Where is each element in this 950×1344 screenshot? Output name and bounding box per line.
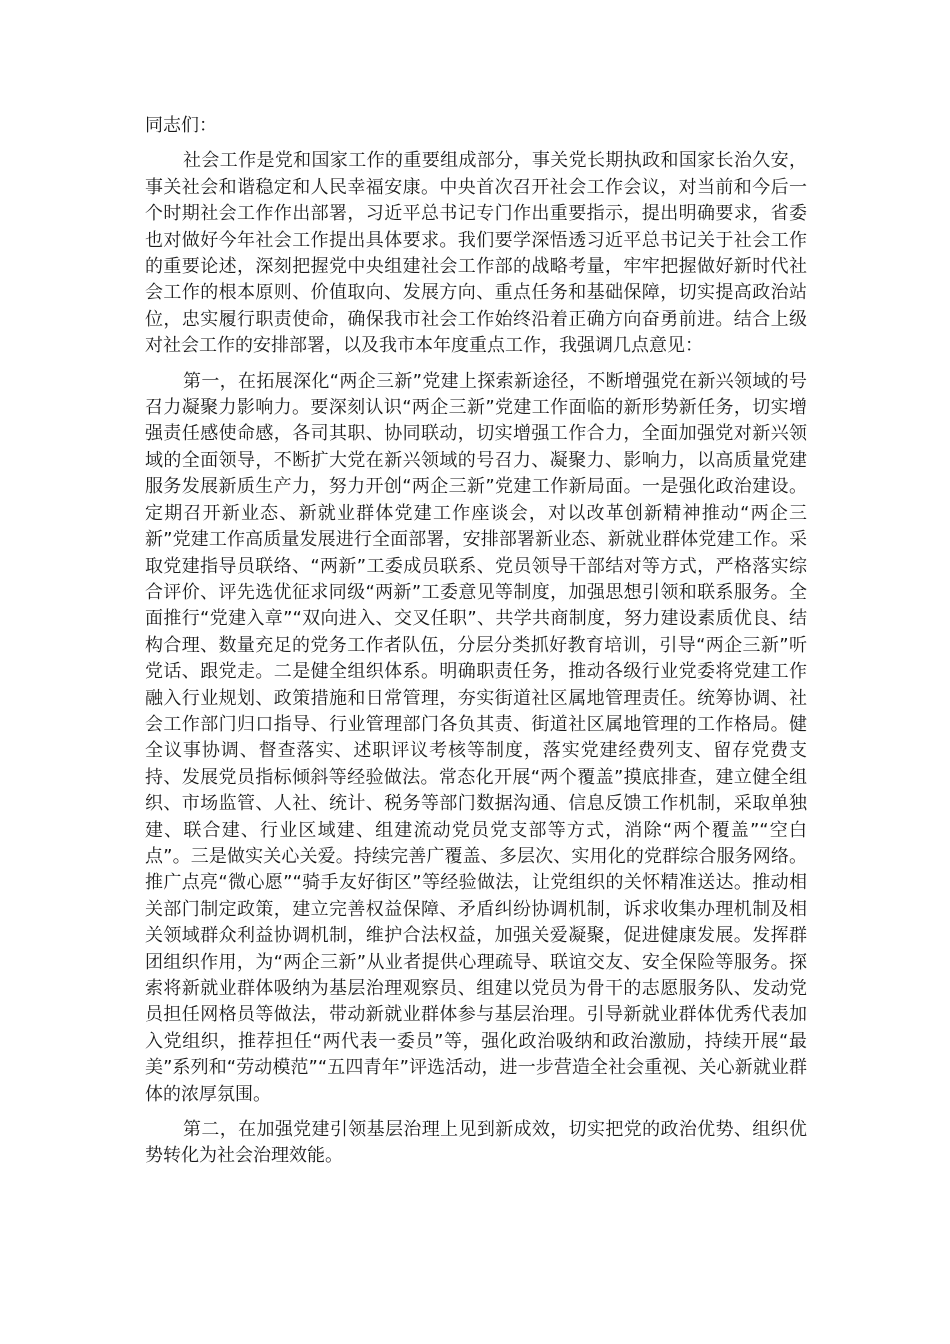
paragraph-intro: 社会工作是党和国家工作的重要组成部分，事关党长期执政和国家长治久安，事关社会和谐稳定和人民幸福安康。中央首次召开社会工作会议，对当前和今后一个时期社会工作作出部署，习近平总书记专门作出重要指示，提出明确要求，省委也对做好今年社会工作提出具体要求。我们要学深悟透习近平总书记关于社会工作的重要论述，深刻把握党中央组建社会工作部的战略考量，牢牢把握做好新时代社会工作的根本原则、价值取向、发展方向、重点任务和基础保障，切实提高政治站位，忠实履行职责使命，确保我市社会工作始终沿着正确方向奋勇前进。结合上级对社会工作的安排部署，以及我市本年度重点工作，我强调几点意见： — [145, 150, 807, 357]
document-body — [145, 113, 807, 1179]
salutation: 同志们： — [145, 115, 217, 136]
paragraph-first-point: 第一，在拓展深化“两企三新”党建上探索新途径，不断增强党在新兴领域的号召力凝聚力影响力。要深刻认识“两企三新”党建工作面临的新形势新任务，切实增强责任感使命感，各司其职、协同联动，切实增强工作合力，全面加强党对新兴领域的全面领导，不断扩大党在新兴领域的号召力、凝聚力、影响力，以高质量党建服务发展新质生产力，努力开创“两企三新”党建工作新局面。一是强化政治建设。定期召开新业态、新就业群体党建工作座谈会，对以改革创新精神推动“两企三新”党建工作高质量发展进行全面部署，安排部署新业态、新就业群体党建工作。采取党建指导员联络、“两新”工委成员联系、党员领导干部结对等方式，严格落实综合评价、评先选优征求同级“两新”工委意见等制度，加强思想引领和联系服务。全面推行“党建入章”“双向进入、交叉任职”、共学共商制度，努力建设素质优良、结构合理、数量充足的党务工作者队伍，分层分类抓好教育培训，引导“两企三新”听党话、跟党走。二是健全组织体系。明确职责任务，推动各级行业党委将党建工作融入行业规划、政策措施和日常管理，夯实街道社区属地管理责任。统筹协调、社会工作部门归口指导、行业管理部门各负其责、街道社区属地管理的工作格局。健全议事协调、督查落实、述职评议考核等制度，落实党建经费列支、留存党费支持、发展党员指标倾斜等经验做法。常态化开展“两个覆盖”摸底排查，建立健全组织、市场监管、人社、统计、税务等部门数据沟通、信息反馈工作机制，采取单独建、联合建、行业区域建、组建流动党员党支部等方式，消除“两个覆盖”“空白点”。三是做实关心关爱。持续完善广覆盖、多层次、实用化的党群综合服务网络。推广点亮“微心愿”“骑手友好街区”等经验做法，让党组织的关怀精准送达。推动相关部门制定政策，建立完善权益保障、矛盾纠纷协调机制，诉求收集办理机制及相关领域群众利益协调机制，维护合法权益，加强关爱凝聚，促进健康发展。发挥群团组织作用，为“两企三新”从业者提供心理疏导、联谊交友、安全保险等服务。探索将新就业群体吸纳为基层治理观察员、组建以党员为骨干的志愿服务队、发动党员担任网格员等做法，带动新就业群体参与基层治理。引导新就业群体优秀代表加入党组织，推荐担任“两代表一委员”等，强化政治吸纳和政治激励，持续开展“最美”系列和“劳动模范”“五四青年”评选活动，进一步营造全社会重视、关心新就业群体的浓厚氛围。 — [145, 370, 807, 1105]
paragraph-second-point: 第二，在加强党建引领基层治理上见到新成效，切实把党的政治优势、组织优势转化为社会治理效能。 — [145, 1119, 807, 1167]
